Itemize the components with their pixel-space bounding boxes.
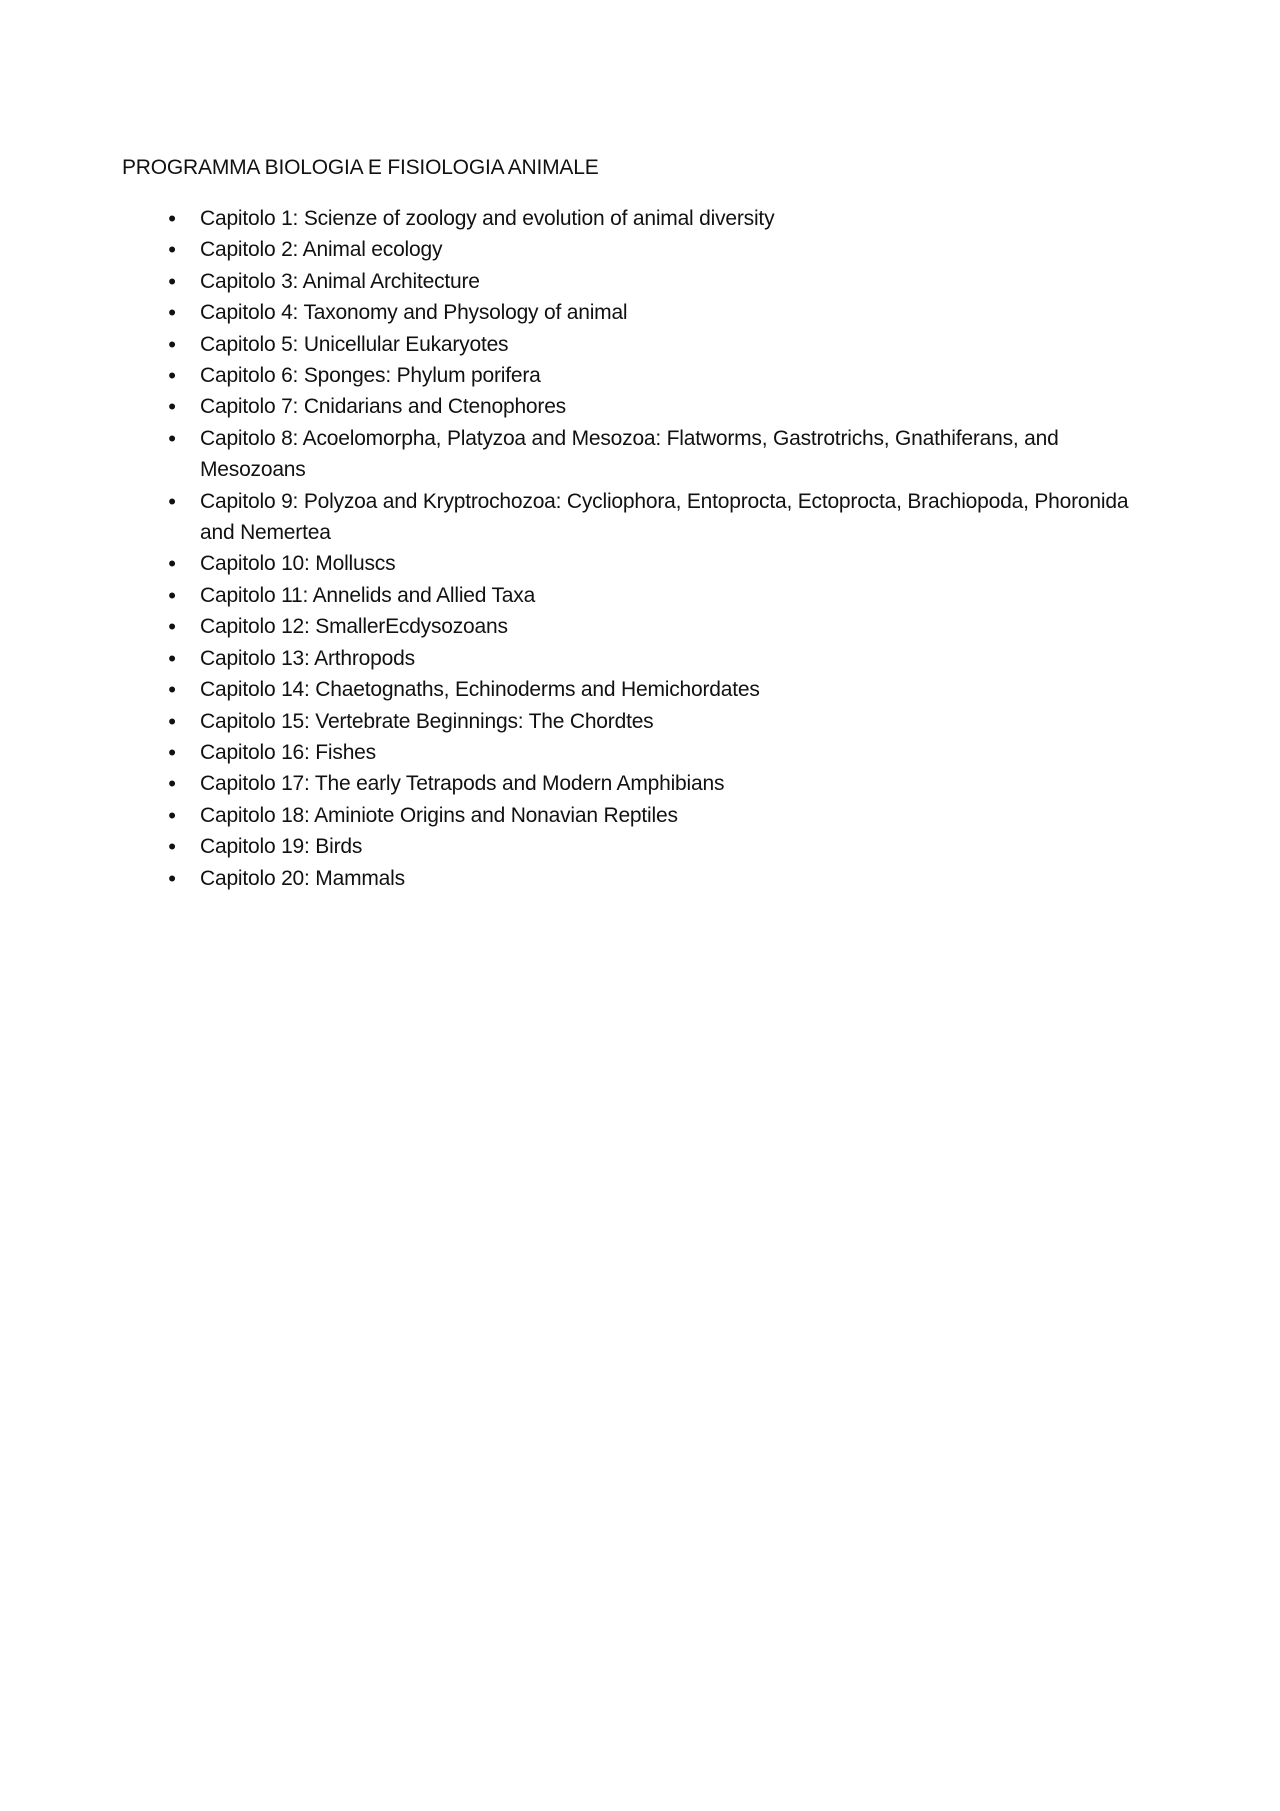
chapter-label: Capitolo 9: Polyzoa and Kryptrochozoa: Cycliophora, Entoprocta, Ectoprocta, Brachiopoda, Phoronida and Nemertea: [200, 489, 1129, 545]
chapter-label: Capitolo 13: Arthropods: [200, 646, 415, 670]
chapter-item: [122, 831, 1152, 862]
chapter-item: [122, 329, 1152, 360]
bullet-icon: [162, 329, 182, 361]
chapter-item: [122, 674, 1152, 705]
chapter-item: [122, 706, 1152, 737]
chapter-item: [122, 203, 1152, 234]
chapter-label: Capitolo 8: Acoelomorpha, Platyzoa and Mesozoa: Flatworms, Gastrotrichs, Gnathiferans, and Mesozoans: [200, 426, 1059, 482]
chapter-item: [122, 486, 1152, 549]
document-title: PROGRAMMA BIOLOGIA E FISIOLOGIA ANIMALE: [122, 156, 599, 179]
bullet-icon: [162, 737, 182, 769]
chapter-label: Capitolo 20: Mammals: [200, 866, 405, 890]
bullet-icon: [162, 548, 182, 580]
chapter-item: [122, 234, 1152, 265]
chapter-label: Capitolo 3: Animal Architecture: [200, 269, 480, 293]
bullet-icon: [162, 203, 182, 235]
chapter-label: Capitolo 5: Unicellular Eukaryotes: [200, 332, 509, 356]
chapter-label: Capitolo 1: Scienze of zoology and evolution of animal diversity: [200, 207, 775, 230]
bullet-icon: [162, 706, 182, 738]
bullet-icon: [162, 768, 182, 800]
bullet-icon: [162, 360, 182, 392]
chapter-item: [122, 360, 1152, 391]
bullet-icon: [162, 234, 182, 266]
bullet-icon: [162, 580, 182, 612]
bullet-icon: [162, 611, 182, 643]
chapter-item: [122, 391, 1152, 422]
chapter-label: Capitolo 14: Chaetognaths, Echinoderms and Hemichordates: [200, 678, 760, 702]
bullet-icon: [162, 643, 182, 675]
chapter-item: [122, 580, 1152, 611]
bullet-icon: [162, 674, 182, 706]
bullet-icon: [162, 831, 182, 863]
chapter-label: Capitolo 10: Molluscs: [200, 552, 396, 576]
chapter-label: Capitolo 4: Taxonomy and Physology of animal: [200, 301, 628, 325]
chapter-item: [122, 768, 1152, 799]
chapter-item: [122, 611, 1152, 642]
bullet-icon: [162, 266, 182, 298]
chapter-item: [122, 643, 1152, 674]
bullet-icon: [162, 800, 182, 832]
chapter-item: [122, 423, 1152, 486]
bullet-icon: [162, 486, 182, 518]
chapter-item: [122, 737, 1152, 768]
bullet-icon: [162, 297, 182, 329]
chapter-label: Capitolo 15: Vertebrate Beginnings: The Chordtes: [200, 709, 654, 733]
chapter-label: Capitolo 19: Birds: [200, 835, 363, 859]
chapter-label: Capitolo 16: Fishes: [200, 740, 376, 764]
chapter-item: [122, 800, 1152, 831]
chapter-label: Capitolo 17: The early Tetrapods and Modern Amphibians: [200, 772, 725, 796]
chapter-label: Capitolo 2: Animal ecology: [200, 238, 443, 262]
chapter-list: [122, 203, 1152, 894]
chapter-label: Capitolo 7: Cnidarians and Ctenophores: [200, 395, 566, 419]
chapter-label: Capitolo 18: Aminiote Origins and Nonavian Reptiles: [200, 803, 678, 827]
chapter-item: [122, 863, 1152, 894]
bullet-icon: [162, 391, 182, 423]
bullet-icon: [162, 423, 182, 455]
chapter-item: [122, 548, 1152, 579]
bullet-icon: [162, 863, 182, 895]
chapter-label: Capitolo 11: Annelids and Allied Taxa: [200, 583, 536, 607]
chapter-item: [122, 297, 1152, 328]
chapter-item: [122, 266, 1152, 297]
chapter-label: Capitolo 6: Sponges: Phylum porifera: [200, 364, 541, 388]
chapter-label: Capitolo 12: SmallerEcdysozoans: [200, 615, 508, 639]
